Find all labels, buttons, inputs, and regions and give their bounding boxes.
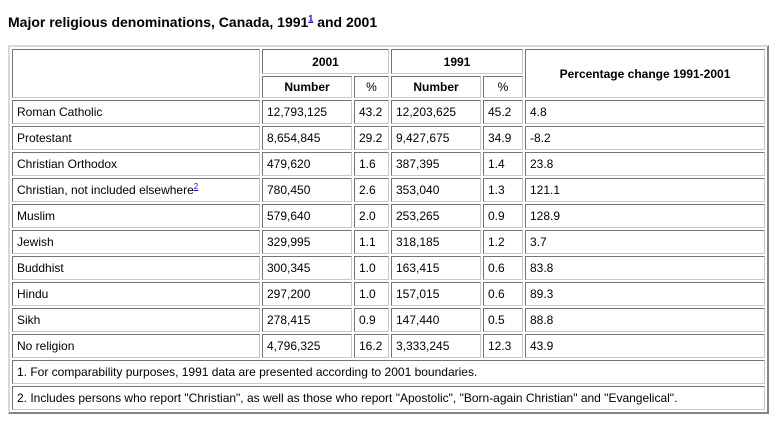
cell-number-1991 (391, 152, 481, 176)
cell-change-text: 43.9 (530, 339, 554, 353)
cell-percent-1991 (483, 282, 523, 306)
row-label-text: Muslim (17, 209, 55, 223)
cell-percent-2001-text: 1.0 (359, 287, 376, 301)
cell-number-1991 (391, 256, 481, 280)
cell-number-2001 (262, 256, 352, 280)
row-label (12, 152, 260, 176)
cell-number-2001 (262, 100, 352, 124)
cell-number-1991-text: 387,395 (396, 157, 440, 171)
cell-number-1991 (391, 178, 481, 202)
cell-percent-1991 (483, 126, 523, 150)
table-row (12, 152, 765, 176)
cell-number-1991-text: 9,427,675 (396, 131, 450, 145)
row-label-text: Buddhist (17, 261, 64, 275)
cell-percent-2001 (354, 126, 389, 150)
cell-percent-1991 (483, 334, 523, 358)
table-row (12, 126, 765, 150)
cell-percent-2001-text: 43.2 (359, 105, 383, 119)
cell-percent-2001-text: 1.0 (359, 261, 376, 275)
cell-number-2001 (262, 230, 352, 254)
row-label-text: Hindu (17, 287, 49, 301)
cell-percent-2001 (354, 204, 389, 228)
cell-change (525, 204, 765, 228)
cell-number-2001 (262, 204, 352, 228)
cell-change-text: 121.1 (530, 183, 561, 197)
cell-number-2001-text: 780,450 (267, 183, 311, 197)
cell-change-text: 88.8 (530, 313, 554, 327)
row-label-text: No religion (17, 339, 75, 353)
subheader-percent-1991: % (483, 76, 523, 98)
cell-percent-1991 (483, 230, 523, 254)
cell-percent-2001-text: 2.6 (359, 183, 376, 197)
cell-number-1991 (391, 100, 481, 124)
cell-number-1991-text: 318,185 (396, 235, 440, 249)
cell-number-2001-text: 579,640 (267, 209, 311, 223)
cell-number-2001 (262, 308, 352, 332)
cell-number-2001-text: 300,345 (267, 261, 311, 275)
row-label-text: Sikh (17, 313, 41, 327)
cell-percent-1991-text: 0.6 (488, 261, 505, 275)
cell-change-text: 89.3 (530, 287, 554, 301)
cell-percent-2001-text: 16.2 (359, 339, 383, 353)
cell-change (525, 100, 765, 124)
table-row (12, 256, 765, 280)
cell-number-2001-text: 297,200 (267, 287, 311, 301)
table-row (12, 204, 765, 228)
cell-percent-1991-text: 0.9 (488, 209, 505, 223)
cell-percent-1991 (483, 152, 523, 176)
cell-change-text: 128.9 (530, 209, 561, 223)
cell-percent-2001-text: 1.1 (359, 235, 376, 249)
cell-number-1991-text: 353,040 (396, 183, 440, 197)
cell-percent-1991-text: 1.3 (488, 183, 505, 197)
row-label (12, 100, 260, 124)
header-blank (12, 49, 260, 98)
footnote-2-link[interactable]: 2 (193, 182, 199, 191)
cell-number-2001 (262, 152, 352, 176)
cell-percent-2001-text: 29.2 (359, 131, 383, 145)
cell-number-2001 (262, 334, 352, 358)
row-label (12, 126, 260, 150)
title-prefix: Major religious denominations, Canada, 1991 (8, 14, 309, 30)
subheader-number-1991: Number (391, 76, 481, 98)
header-1991: 1991 (391, 49, 523, 74)
cell-percent-2001 (354, 152, 389, 176)
cell-number-1991 (391, 308, 481, 332)
cell-number-2001-text: 278,415 (267, 313, 311, 327)
cell-change-text: -8.2 (530, 131, 551, 145)
cell-percent-2001 (354, 256, 389, 280)
cell-change-text: 83.8 (530, 261, 554, 275)
subheader-number-2001: Number (262, 76, 352, 98)
cell-change (525, 178, 765, 202)
cell-percent-1991-text: 12.3 (488, 339, 512, 353)
row-label-text: Protestant (17, 131, 72, 145)
cell-percent-2001 (354, 334, 389, 358)
row-label (12, 230, 260, 254)
header-2001: 2001 (262, 49, 389, 74)
cell-number-2001-text: 12,793,125 (267, 105, 328, 119)
cell-percent-1991 (483, 178, 523, 202)
cell-percent-1991-text: 0.6 (488, 287, 505, 301)
table-row (12, 282, 765, 306)
cell-number-1991-text: 253,265 (396, 209, 440, 223)
cell-change (525, 334, 765, 358)
cell-percent-1991-text: 0.5 (488, 313, 505, 327)
cell-number-1991-text: 157,015 (396, 287, 440, 301)
subheader-percent-2001: % (354, 76, 389, 98)
cell-percent-2001 (354, 100, 389, 124)
cell-number-1991-text: 147,440 (396, 313, 440, 327)
cell-percent-2001 (354, 178, 389, 202)
religion-table (8, 45, 769, 414)
cell-change (525, 308, 765, 332)
title-suffix: and 2001 (313, 14, 378, 30)
cell-change-text: 3.7 (530, 235, 547, 249)
row-label (12, 178, 260, 202)
cell-percent-2001-text: 1.6 (359, 157, 376, 171)
cell-number-1991-text: 12,203,625 (396, 105, 457, 119)
row-label-text: Roman Catholic (17, 105, 103, 119)
cell-percent-1991 (483, 308, 523, 332)
cell-number-1991 (391, 282, 481, 306)
footnote-1-link[interactable]: 1 (308, 13, 314, 24)
table-row (12, 178, 765, 202)
cell-number-1991-text: 163,415 (396, 261, 440, 275)
cell-percent-1991-text: 1.2 (488, 235, 505, 249)
cell-number-1991 (391, 126, 481, 150)
cell-change (525, 256, 765, 280)
table-row (12, 308, 765, 332)
cell-percent-2001 (354, 230, 389, 254)
cell-percent-1991 (483, 100, 523, 124)
cell-change (525, 152, 765, 176)
cell-change (525, 282, 765, 306)
footnote-1: 1. For comparability purposes, 1991 data are presented according to 2001 boundaries. (12, 360, 765, 384)
row-footnote-sup (194, 182, 198, 191)
cell-percent-1991 (483, 204, 523, 228)
row-label (12, 204, 260, 228)
footnote-2: 2. Includes persons who report "Christian", as well as those who report "Apostolic", "Born-again Christian" and "Evangelical". (12, 386, 765, 410)
row-label (12, 282, 260, 306)
cell-percent-1991 (483, 256, 523, 280)
cell-number-2001-text: 8,654,845 (267, 131, 321, 145)
cell-percent-2001 (354, 282, 389, 306)
page-title (8, 14, 377, 30)
cell-number-2001 (262, 282, 352, 306)
header-change: Percentage change 1991-2001 (525, 49, 765, 98)
cell-percent-2001 (354, 308, 389, 332)
row-label (12, 308, 260, 332)
cell-number-2001-text: 329,995 (267, 235, 311, 249)
table-row (12, 230, 765, 254)
cell-change-text: 4.8 (530, 105, 547, 119)
cell-number-2001 (262, 178, 352, 202)
cell-change-text: 23.8 (530, 157, 554, 171)
cell-number-1991 (391, 204, 481, 228)
row-label-text: Jewish (17, 235, 54, 249)
cell-number-1991 (391, 230, 481, 254)
row-label-text: Christian, not included elsewhere (17, 183, 194, 197)
cell-change (525, 230, 765, 254)
cell-number-2001-text: 4,796,325 (267, 339, 321, 353)
row-label (12, 256, 260, 280)
cell-number-2001-text: 479,620 (267, 157, 311, 171)
table-row (12, 100, 765, 124)
cell-number-1991 (391, 334, 481, 358)
row-label-text: Christian Orthodox (17, 157, 118, 171)
cell-change (525, 126, 765, 150)
table-row (12, 334, 765, 358)
cell-percent-1991-text: 34.9 (488, 131, 512, 145)
cell-number-2001 (262, 126, 352, 150)
cell-percent-2001-text: 0.9 (359, 313, 376, 327)
cell-percent-1991-text: 45.2 (488, 105, 512, 119)
cell-number-1991-text: 3,333,245 (396, 339, 450, 353)
cell-percent-2001-text: 2.0 (359, 209, 376, 223)
row-label (12, 334, 260, 358)
cell-percent-1991-text: 1.4 (488, 157, 505, 171)
